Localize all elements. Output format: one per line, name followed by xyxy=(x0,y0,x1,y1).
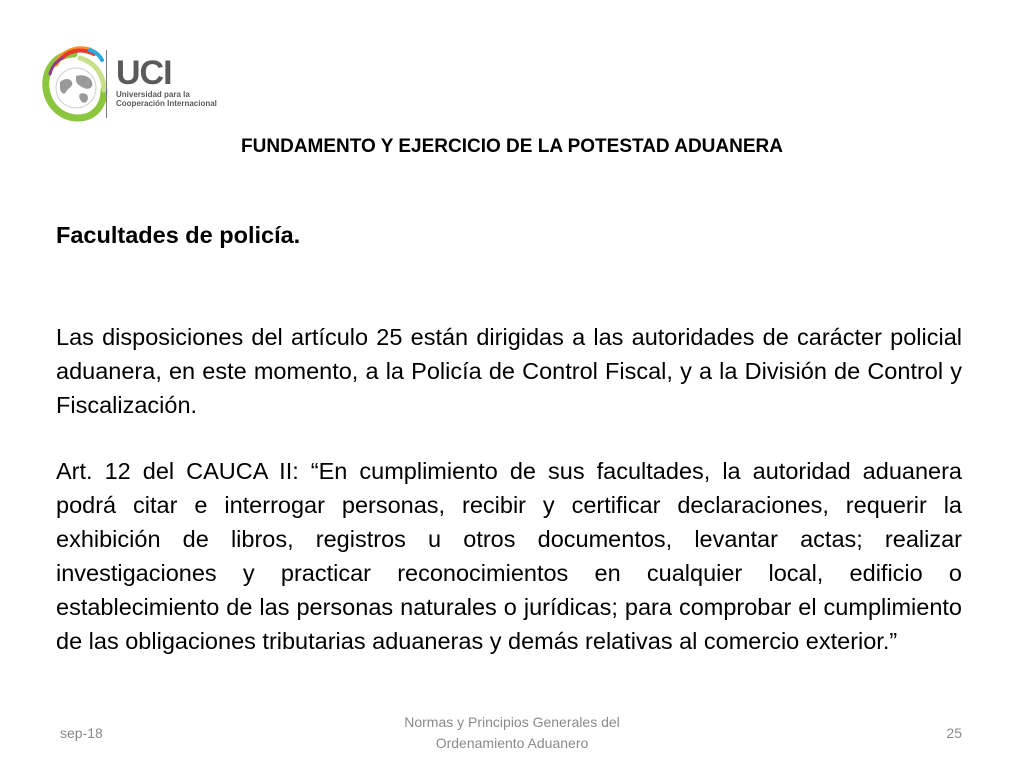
logo-name-line2: Cooperación Internacional xyxy=(116,99,217,108)
uci-logo xyxy=(40,44,220,128)
footer-title-line2: Ordenamiento Aduanero xyxy=(435,735,589,751)
paragraph-cauca-art-12: Art. 12 del CAUCA II: “En cumplimiento de sus facultades, la autoridad aduanera podrá citar e interrogar personas, recibir y certificar declaraciones, requerir la exhibición de libros, registros u otros documentos, levantar actas; realizar investigaciones y practicar reconocimientos en cualquier local, edificio o establecimiento de las personas naturales o jurídicas; para comprobar el cumplimiento de las obligaciones tributarias aduaneras y demás relativas al comercio exterior.” xyxy=(56,458,962,654)
logo-acronym: UCI xyxy=(116,54,172,92)
slide-content xyxy=(56,218,962,658)
slide-title: FUNDAMENTO Y EJERCICIO DE LA POTESTAD ADUANERA xyxy=(241,136,783,157)
uci-emblem-icon xyxy=(40,44,108,124)
footer-date: sep-18 xyxy=(60,725,103,741)
footer-title xyxy=(362,712,662,754)
paragraph-article-25: Las disposiciones del artículo 25 están dirigidas a las autoridades de carácter policial aduanera, en este momento, a la Policía de Control Fiscal, y a la División de Control y Fiscalización. xyxy=(56,324,962,418)
page-number: 25 xyxy=(946,725,962,741)
logo-text xyxy=(116,56,226,108)
subheading: Facultades de policía. xyxy=(56,222,301,248)
footer-title-line1: Normas y Principios Generales del xyxy=(404,714,620,730)
logo-name-line1: Universidad para la xyxy=(116,90,190,99)
logo-divider xyxy=(106,50,107,118)
